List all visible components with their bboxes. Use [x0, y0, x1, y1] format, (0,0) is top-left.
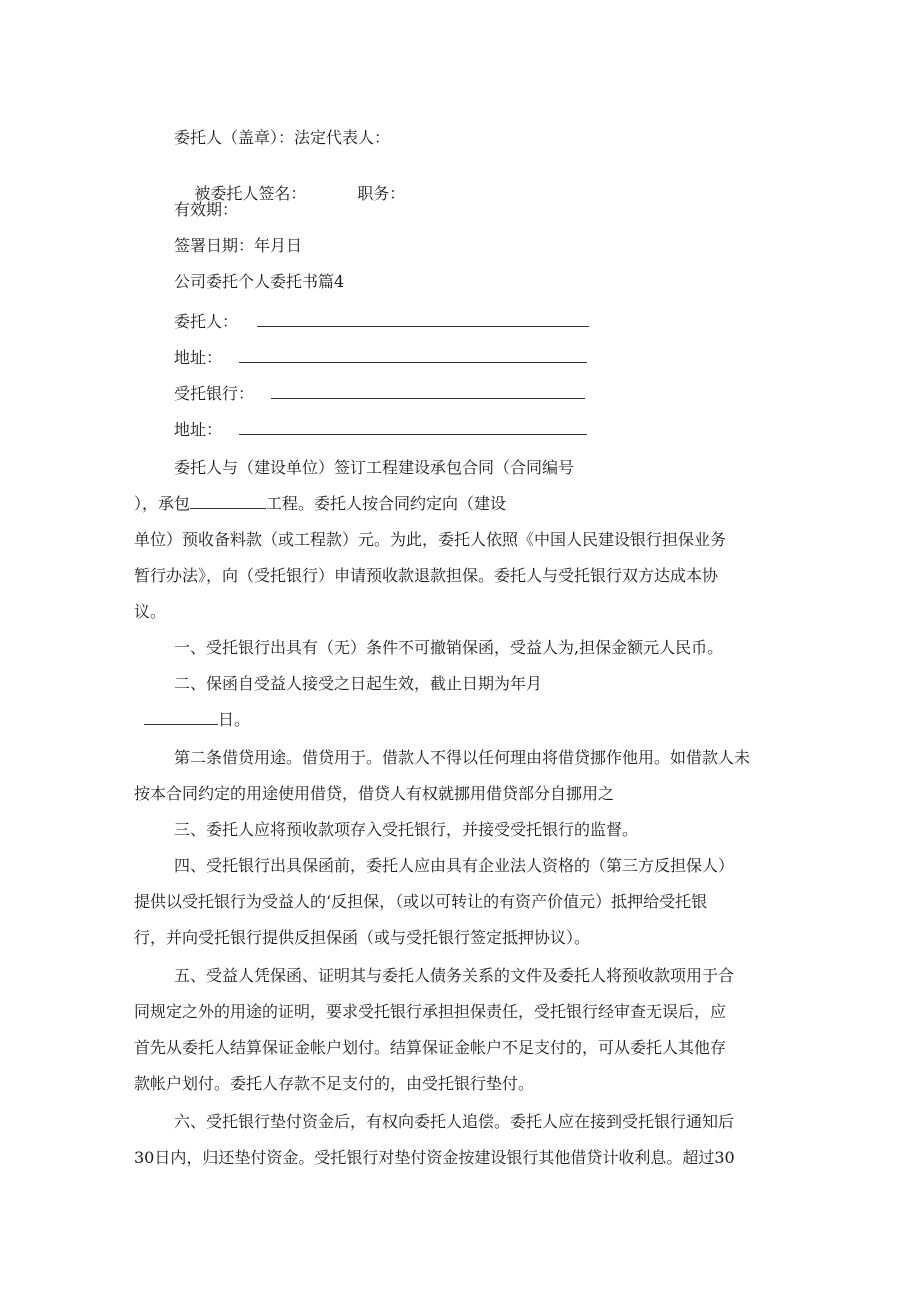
section-title: 公司委托个人委托书篇4 — [174, 272, 345, 291]
clause-3: 三、委托人应将预收款项存入受托银行，并接受受托银行的监督。 — [174, 820, 639, 839]
clause-5-cont: 首先从委托人结算保证金帐户划付。结算保证金帐户不足支付的，可从委托人其他存 — [134, 1038, 727, 1057]
paragraph-line: 议。 — [134, 602, 167, 621]
clause-5-cont: 款帐户划付。委托人存款不足支付的，由受托银行垫付。 — [134, 1074, 535, 1093]
paragraph-line: 单位）预收备料款（或工程款）元。为此，委托人依照《中国人民建设银行担保业务 — [134, 530, 727, 549]
paragraph-line: 委托人与（建设单位）签订工程建设承包合同（合同编号 — [174, 458, 575, 477]
address-field-1: 地址： — [174, 348, 587, 368]
paragraph-line: 暂行办法》，向（受托银行）申请预收款退款担保。委托人与受托银行双方达成本协 — [134, 566, 719, 585]
clause-5-cont: 同规定之外的用途的证明，要求受托银行承担担保责任，受托银行经审查无误后，应 — [134, 1002, 727, 1021]
address-blank-2 — [239, 420, 587, 435]
agent-signature-line: 被委托人签名： 职务： — [194, 184, 406, 203]
clause-2: 二、保函自受益人接受之日起生效，截止日期为年月 — [174, 674, 543, 693]
project-blank — [190, 494, 266, 509]
clause-4-cont: 提供以受托银行为受益人的‘反担保，（或以可转让的有资产价值元）抵押给受托银 — [134, 892, 708, 911]
clause-6-cont: 30日内，归还垫付资金。受托银行对垫付资金按建设银行其他借贷计收利息。超过30 — [134, 1148, 735, 1167]
bank-field: 受托银行： — [174, 384, 585, 404]
loan-purpose: 第二条借贷用途。借贷用于。借款人不得以任何理由将借贷挪作他用。如借款人未 — [174, 748, 751, 767]
sign-date-line: 签署日期：年月日 — [174, 236, 303, 255]
clause-4: 四、受托银行出具保函前，委托人应由具有企业法人资格的（第三方反担保人） — [174, 856, 735, 875]
clause-4-cont: 行，并向受托银行提供反担保函（或与受托银行签定抵押协议）。 — [134, 928, 591, 947]
validity-line: 有效期： — [174, 200, 239, 219]
principal-seal-line: 委托人（盖章）：法定代表人： — [174, 128, 391, 147]
bank-blank — [271, 384, 585, 399]
principal-blank — [257, 312, 589, 327]
clause-1: 一、受托银行出具有（无）条件不可撤销保函，受益人为,担保金额元人民币。 — [174, 638, 724, 657]
address-blank-1 — [239, 348, 587, 363]
clause-2-date: 日。 — [144, 710, 250, 730]
clause-6: 六、受托银行垫付资金后，有权向委托人追偿。委托人应在接到受托银行通知后 — [174, 1112, 735, 1131]
clause-5: 五、受益人凭保函、证明其与委托人债务关系的文件及委托人将预收款项用于合 — [174, 966, 735, 985]
principal-field: 委托人： — [174, 312, 589, 332]
day-blank — [144, 710, 218, 725]
paragraph-line: ），承包 工程。委托人按合同约定向（建设 — [134, 494, 507, 513]
loan-purpose-cont: 按本合同约定的用途使用借贷，借贷人有权就挪用借贷部分自挪用之 — [134, 784, 615, 803]
address-field-2: 地址： — [174, 420, 587, 440]
